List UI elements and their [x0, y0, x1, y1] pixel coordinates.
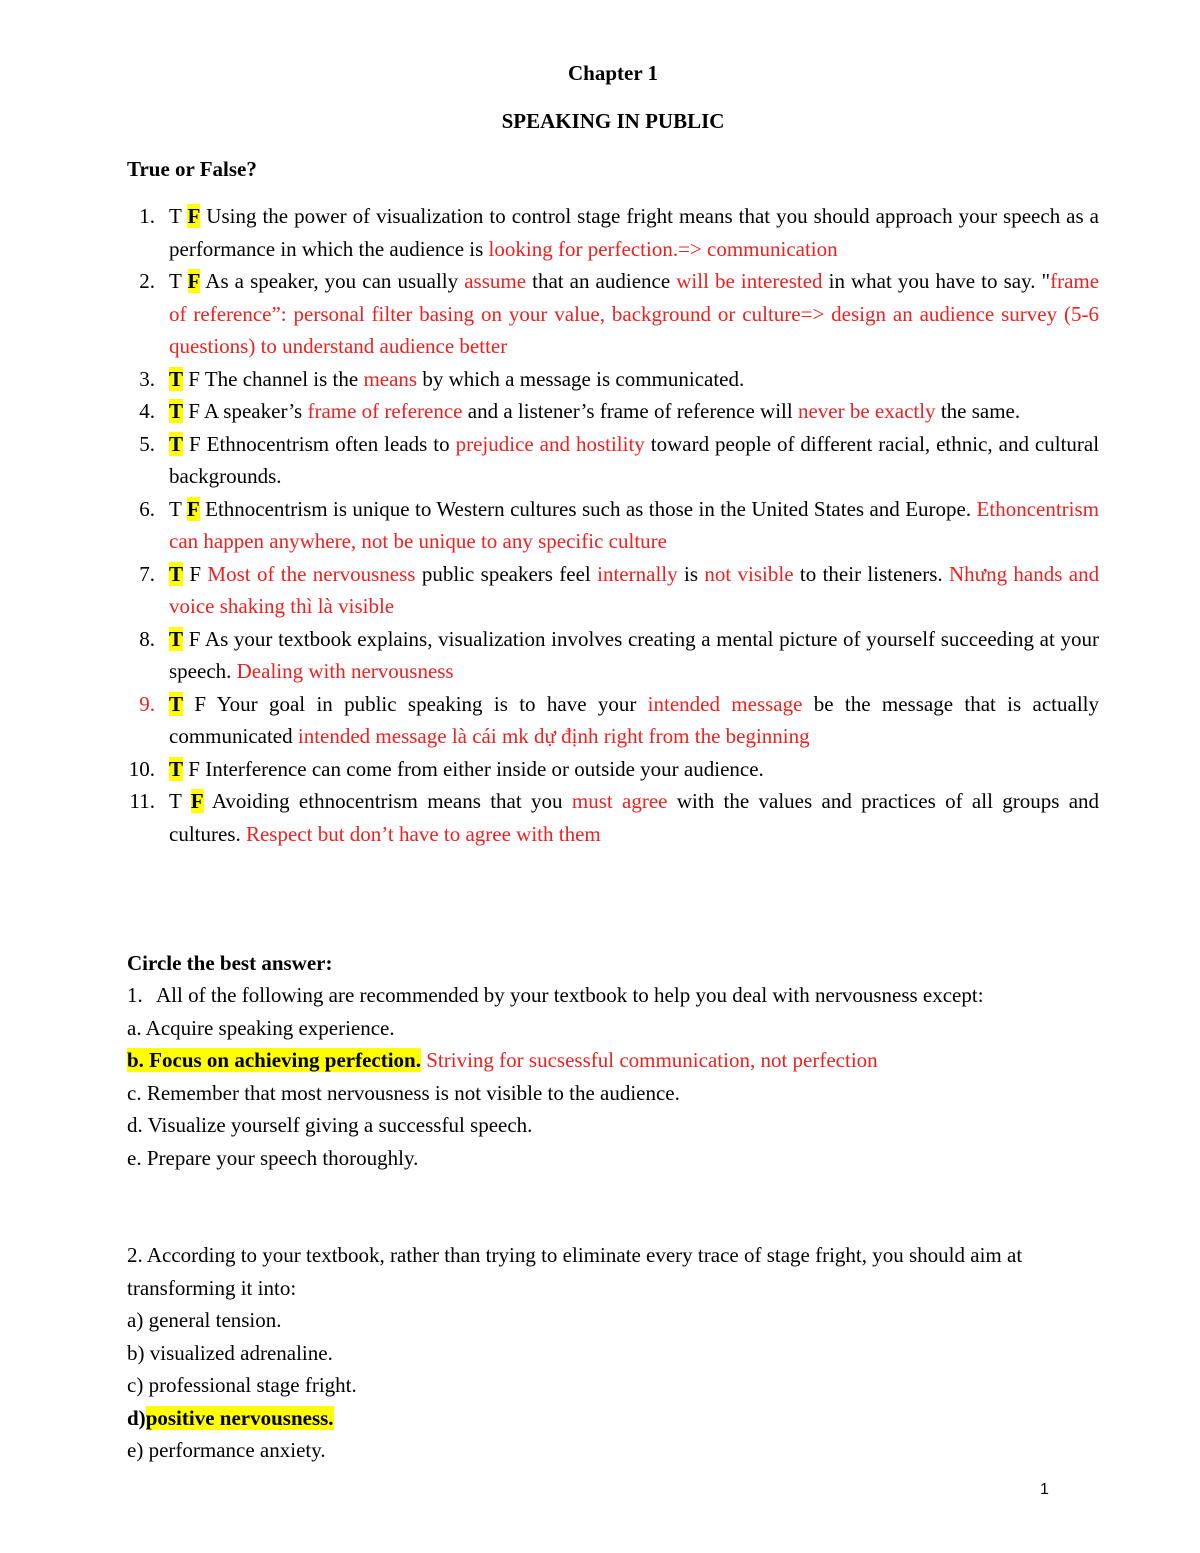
- statement-text: to their listeners.: [799, 561, 943, 586]
- tf-item-5: [127, 428, 1099, 493]
- true-option-selected: T: [169, 399, 184, 423]
- option-e: e) performance anxiety.: [127, 1438, 326, 1462]
- true-option-selected: T: [169, 756, 184, 781]
- annotation-note: not visible: [704, 561, 794, 586]
- false-option-selected: F: [190, 789, 204, 813]
- tf-item-4: [127, 395, 1099, 428]
- document-title: SPEAKING IN PUBLIC: [501, 109, 725, 133]
- question-stem: [127, 979, 1099, 1012]
- mc-question-2: [127, 1239, 1099, 1467]
- statement-text: Using the power of visualization to control stage fright means that you should approach your speech as a performance in which the audience is: [169, 204, 1099, 261]
- page-number: 1: [1040, 1481, 1049, 1498]
- tf-item-1: [127, 200, 1099, 265]
- tf-number: 11.: [129, 789, 155, 813]
- annotation-note: frame of reference: [307, 399, 463, 423]
- annotation-note: Ethoncentrism can happen anywhere, not be unique to any specific culture: [169, 496, 1100, 553]
- annotation-note: intended message: [647, 691, 803, 716]
- option-c: c) professional stage fright.: [127, 1373, 357, 1397]
- tf-item-10: [127, 753, 1099, 786]
- statement-text: and a listener’s frame of reference will: [467, 399, 793, 423]
- false-option: F: [188, 366, 200, 391]
- true-option-selected: T: [169, 366, 184, 391]
- annotation-note: Striving for sucsessful communication, not perfection: [426, 1048, 878, 1072]
- statement-text: toward people of different racial, ethnic, and cultural backgrounds.: [169, 431, 1100, 488]
- option-e: e. Prepare your speech thoroughly.: [127, 1145, 419, 1170]
- tf-number: 6.: [139, 496, 155, 521]
- tf-item-6: [127, 493, 1099, 558]
- annotation-note: Most of the nervousness: [207, 561, 416, 586]
- annotation-note: prejudice and hostility: [455, 431, 645, 456]
- question-text: All of the following are recommended by your textbook to help you deal with nervousness except:: [156, 983, 984, 1007]
- tf-item-7: [127, 558, 1099, 623]
- statement-text: is: [683, 561, 698, 586]
- question-number: 1.: [127, 983, 143, 1007]
- tf-item-11: [127, 785, 1099, 850]
- true-false-list: [127, 200, 1099, 850]
- false-option-selected: F: [186, 496, 200, 521]
- option-b: b) visualized adrenaline.: [127, 1340, 333, 1365]
- false-option-selected: F: [187, 269, 201, 293]
- tf-number: 9.: [139, 691, 155, 716]
- statement-text: The channel is the: [204, 366, 359, 391]
- tf-number: 4.: [139, 399, 155, 423]
- tf-number: 5.: [139, 431, 155, 456]
- option-a: a. Acquire speaking experience.: [127, 1015, 395, 1040]
- statement-text: Ethnocentrism is unique to Western cultures such as those in the United States and Europe.: [205, 496, 972, 521]
- true-option: T: [169, 204, 182, 228]
- option-a: a) general tension.: [127, 1308, 282, 1332]
- mc-question-1: [127, 979, 1099, 1174]
- multiple-choice-heading: Circle the best answer:: [127, 951, 333, 975]
- statement-text: be the message that is actually communicated: [169, 691, 1099, 748]
- tf-item-8: [127, 623, 1099, 688]
- option-label: d): [127, 1405, 146, 1430]
- statement-text: As your textbook explains, visualization involves creating a mental picture of yourself succeeding at your speech.: [169, 626, 1100, 683]
- statement-text: the same.: [940, 399, 1021, 423]
- false-option: F: [194, 691, 207, 716]
- annotation-note: never be exactly: [797, 399, 936, 423]
- false-option: F: [189, 561, 202, 586]
- annotation-note: Respect but don’t have to agree with them: [245, 821, 601, 846]
- statement-text: that an audience: [532, 269, 671, 293]
- true-option: T: [169, 496, 182, 521]
- statement-text: A speaker’s: [204, 399, 303, 423]
- false-option: F: [188, 431, 201, 456]
- annotation-note: frame of reference”: personal filter basing on your value, background or culture=> design an audience survey (5-6 questions) to understand audience better: [169, 269, 1100, 358]
- annotation-note: Nhưng hands and voice shaking thì là visible: [169, 561, 1100, 618]
- option-d-correct: [127, 1402, 1099, 1435]
- true-option-selected: T: [169, 431, 184, 456]
- annotation-note: intended message là cái mk dự định right from the beginning: [297, 724, 810, 748]
- false-option: F: [188, 626, 201, 651]
- true-option: T: [169, 269, 182, 293]
- option-c: c. Remember that most nervousness is not visible to the audience.: [127, 1080, 680, 1105]
- true-option-selected: T: [169, 561, 184, 586]
- tf-number: 8.: [139, 626, 155, 651]
- tf-item-9: [127, 688, 1099, 753]
- chapter-label: Chapter 1: [567, 61, 659, 85]
- annotation-note: looking for perfection.=> communication: [488, 236, 838, 261]
- false-option: F: [188, 399, 200, 423]
- annotation-note: means: [363, 366, 418, 391]
- true-option-selected: T: [169, 691, 184, 716]
- statement-text: public speakers feel: [421, 561, 591, 586]
- true-false-heading: True or False?: [127, 157, 257, 181]
- tf-number: 2.: [139, 269, 155, 293]
- statement-text: by which a message is communicated.: [422, 366, 745, 391]
- true-option: T: [169, 789, 182, 813]
- statement-text: with the values and practices of all groups and cultures.: [169, 789, 1100, 846]
- annotation-note: Dealing with nervousness: [236, 659, 454, 683]
- tf-number: 7.: [139, 561, 155, 586]
- correct-answer: b. Focus on achieving perfection.: [127, 1048, 421, 1072]
- annotation-note: internally: [597, 561, 678, 586]
- tf-number: 1.: [139, 204, 155, 228]
- tf-item-3: [127, 363, 1099, 396]
- correct-answer: positive nervousness.: [145, 1405, 334, 1430]
- option-d: d. Visualize yourself giving a successful speech.: [127, 1113, 533, 1137]
- statement-text: Ethnocentrism often leads to: [206, 431, 450, 456]
- question-text: 2. According to your textbook, rather than trying to eliminate every trace of stage fright, you should aim at transforming it into:: [127, 1243, 1023, 1300]
- annotation-note: assume: [464, 269, 527, 293]
- statement-text: Avoiding ethnocentrism means that you: [211, 789, 563, 813]
- statement-text: in what you have to say. ": [828, 269, 1051, 293]
- true-option-selected: T: [169, 626, 184, 651]
- annotation-note: must agree: [571, 789, 668, 813]
- statement-text: Your goal in public speaking is to have your: [216, 691, 637, 716]
- false-option-selected: F: [187, 204, 201, 228]
- tf-number: 3.: [139, 366, 155, 391]
- tf-number: 10.: [128, 756, 155, 781]
- tf-item-2: [127, 265, 1099, 363]
- statement-text: Interference can come from either inside or outside your audience.: [205, 756, 764, 781]
- false-option: F: [188, 756, 200, 781]
- statement-text: As a speaker, you can usually: [205, 269, 459, 293]
- option-b-correct: [127, 1044, 1099, 1077]
- annotation-note: will be interested: [676, 269, 823, 293]
